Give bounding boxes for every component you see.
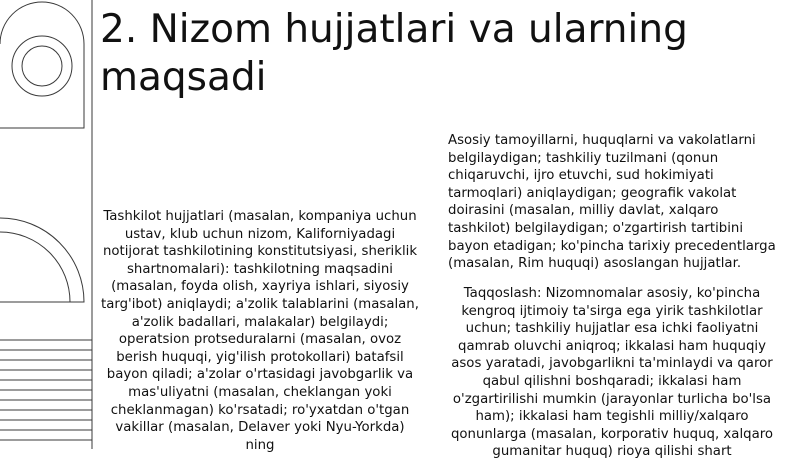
decorative-arch [0,2,84,128]
decorative-half-circle [0,218,84,302]
right-text-block-bottom [442,285,782,460]
left-text-block [100,208,420,453]
left-paragraph: Tashkilot hujjatlari (masalan, kompaniya uchun ustav, klub uchun nizom, Kaliforniyadagi notijorat tashkilotining konstitutsiyasi, sheriklik shartnomalari): tashkilotning maqsadini (masalan, foyda olish, xayriya ishlari, siyosiy targ'ibot) aniqlaydi; a'zolik talablarini (masalan, a'zolik badallari, malakalar) belgilaydi; operatsion protseduralarni (masalan, ovoz berish huquqi, yig'ilish protokollari) batafsil bayon qiladi; a'zolar o'rtasidagi javobgarlik va mas'uliyatni (masalan, cheklangan yoki cheklanmagan) ko'rsatadi; ro'yxatdan o'tgan vakillar (masalan, Delaver yoki Nyu-Yorkda) ning [101,209,419,453]
right-paragraph-bottom: Taqqoslash: Nizomnomalar asosiy, ko'pincha kengroq ijtimoiy ta'sirga ega yirik tashkilotlar uchun; tashkiliy hujjatlar esa ichki faoliyatni qamrab oluvchi aniqroq; ikkalasi ham huquqiy asos yaratadi, javobgarlikni ta'minlaydi va qaror qabul qilishni boshqaradi; ikkalasi ham o'zgartirilishi mumkin (jarayonlar turlicha bo'lsa ham); ikkalasi ham tegishli milliy/xalqaro qonunlarga (masalan, korporativ huquq, xalqaro gumanitar huquq) rioya qilishi shart [450,286,774,460]
slide-title: 2. Nizom hujjatlari va ularning maqsadi [100,7,688,100]
right-paragraph-top: Asosiy tamoyillarni, huquqlarni va vakolatlarni belgilaydigan; tashkiliy tuzilmani (qonun chiqaruvchi, ijro etuvchi, sud hokimiyati tarmoqlari) aniqlaydigan; geografik vakolat doirasini (masalan, milliy davlat, xalqaro tashkilot) belgilaydigan; o'zgartirish tartibini bayon etadigan; ko'pincha tarixiy precedentlarga (masalan, Rim huquqi) asoslangan hujjatlar. [448,133,776,272]
right-text-block-top [448,132,778,290]
decorative-circle-inner [22,46,62,86]
decorative-line-art [0,0,100,449]
decorative-circle-outer [12,36,72,96]
